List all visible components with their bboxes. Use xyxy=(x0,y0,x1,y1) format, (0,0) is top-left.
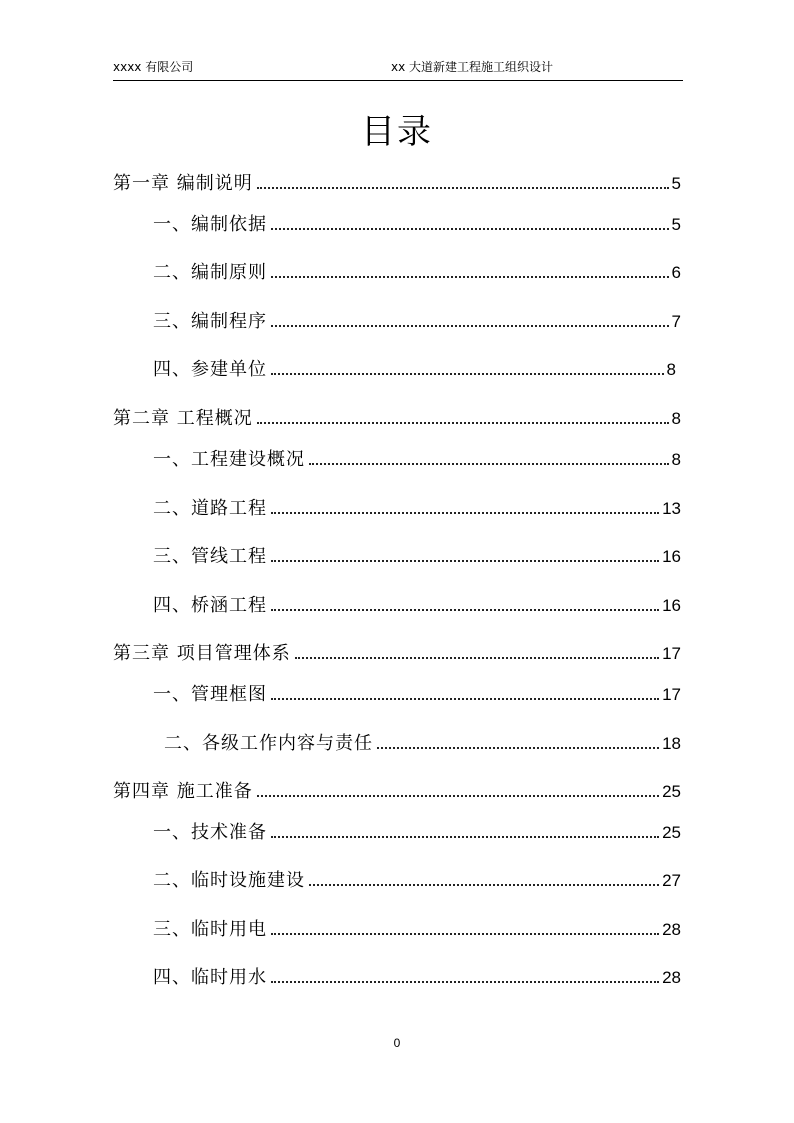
toc-entry-label: 四、参建单位 xyxy=(153,359,267,380)
toc-chapter-4[interactable] xyxy=(113,768,681,804)
toc-entry-label: 一、技术准备 xyxy=(153,822,267,843)
toc-entry-label: 二、道路工程 xyxy=(153,498,267,519)
toc-section-1-3[interactable] xyxy=(153,298,681,334)
toc-entry-label: 二、编制原则 xyxy=(153,262,267,283)
toc-chapter-1[interactable] xyxy=(113,160,681,196)
toc-chapter-2[interactable] xyxy=(113,395,681,431)
toc-entry-page: 25 xyxy=(662,823,681,842)
toc-entry-page: 16 xyxy=(662,596,681,615)
dot-leader xyxy=(271,835,659,838)
dot-leader xyxy=(271,372,664,375)
toc-entry-page: 17 xyxy=(662,685,681,704)
toc-entry-label: 二、临时设施建设 xyxy=(153,870,305,891)
toc-chapter-3[interactable] xyxy=(113,630,681,666)
toc-entry-label: 第三章 项目管理体系 xyxy=(113,643,291,664)
dot-leader xyxy=(271,980,659,983)
dot-leader xyxy=(271,559,659,562)
toc-entry-label: 二、各级工作内容与责任 xyxy=(164,733,373,754)
toc-entry-page: 7 xyxy=(671,312,681,331)
dot-leader xyxy=(257,421,669,424)
dot-leader xyxy=(271,324,669,327)
page-header xyxy=(113,56,683,81)
dot-leader xyxy=(271,697,659,700)
toc-section-4-3[interactable] xyxy=(153,906,681,942)
toc-section-2-4[interactable] xyxy=(153,582,681,618)
toc-entry-label: 一、工程建设概况 xyxy=(153,449,305,470)
toc-entry-page: 18 xyxy=(662,734,681,753)
toc-entry-page: 27 xyxy=(662,871,681,890)
toc-entry-page: 13 xyxy=(662,499,681,518)
toc-title: 目录 xyxy=(361,112,433,152)
toc-section-3-1[interactable] xyxy=(153,671,681,707)
dot-leader xyxy=(309,883,659,886)
toc-entry-page: 25 xyxy=(662,782,681,801)
toc-entry-label: 第一章 编制说明 xyxy=(113,173,253,194)
toc-section-1-4[interactable] xyxy=(153,346,676,382)
toc-section-4-2[interactable] xyxy=(153,857,681,893)
toc-section-3-2[interactable] xyxy=(164,720,681,756)
toc-entry-page: 8 xyxy=(666,360,676,379)
toc-entry-page: 6 xyxy=(671,263,681,282)
toc-section-2-2[interactable] xyxy=(153,485,681,521)
dot-leader xyxy=(271,932,659,935)
header-document-title: xx 大道新建工程施工组织设计 xyxy=(391,60,554,74)
toc-section-2-3[interactable] xyxy=(153,533,681,569)
toc-entry-label: 四、桥涵工程 xyxy=(153,595,267,616)
toc-entry-label: 一、编制依据 xyxy=(153,214,267,235)
toc-entry-label: 三、编制程序 xyxy=(153,311,267,332)
dot-leader xyxy=(295,656,659,659)
toc-entry-label: 四、临时用水 xyxy=(153,967,267,988)
toc-entry-page: 5 xyxy=(671,174,681,193)
dot-leader xyxy=(377,746,659,749)
toc-entry-label: 三、管线工程 xyxy=(153,546,267,567)
footer-page-number: 0 xyxy=(393,1036,401,1050)
toc-entry-label: 第二章 工程概况 xyxy=(113,408,253,429)
toc-entry-page: 8 xyxy=(671,450,681,469)
toc-entry-page: 17 xyxy=(662,644,681,663)
dot-leader xyxy=(257,186,669,189)
dot-leader xyxy=(257,794,659,797)
toc-entry-page: 16 xyxy=(662,547,681,566)
header-company: xxxx 有限公司 xyxy=(113,60,194,74)
toc-entry-page: 28 xyxy=(662,920,681,939)
dot-leader xyxy=(271,608,659,611)
dot-leader xyxy=(271,511,659,514)
toc-section-2-1[interactable] xyxy=(153,436,681,472)
toc-entry-page: 28 xyxy=(662,968,681,987)
dot-leader xyxy=(309,462,669,465)
toc-entry-label: 一、管理框图 xyxy=(153,684,267,705)
toc-section-1-2[interactable] xyxy=(153,249,681,285)
dot-leader xyxy=(271,275,669,278)
toc-entry-label: 三、临时用电 xyxy=(153,919,267,940)
toc-entry-page: 8 xyxy=(671,409,681,428)
toc-entry-label: 第四章 施工准备 xyxy=(113,781,253,802)
toc-section-1-1[interactable] xyxy=(153,201,681,237)
toc-entry-page: 5 xyxy=(671,215,681,234)
toc-section-4-4[interactable] xyxy=(153,954,681,990)
toc-section-4-1[interactable] xyxy=(153,809,681,845)
dot-leader xyxy=(271,227,669,230)
